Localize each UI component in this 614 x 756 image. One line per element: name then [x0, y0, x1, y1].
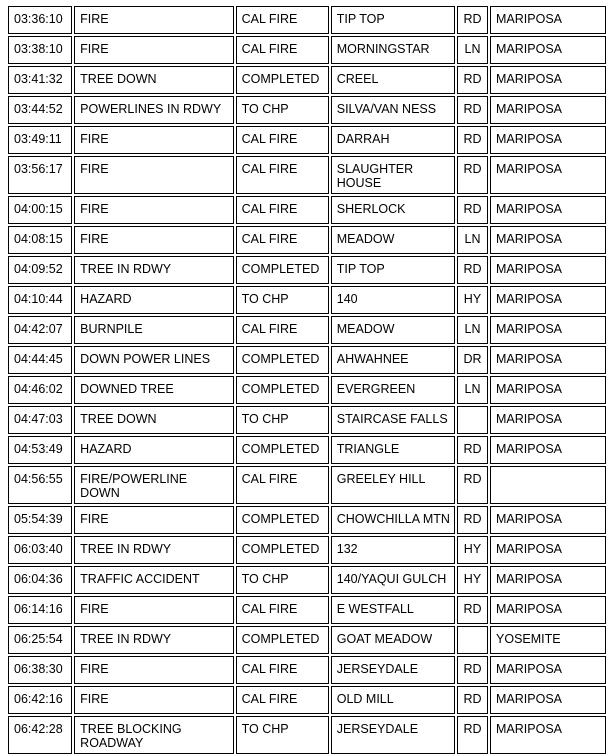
type-cell: BURNPILE	[74, 316, 233, 344]
street-cell: GREELEY HILL	[331, 466, 455, 504]
suffix-cell: LN	[457, 316, 488, 344]
street-cell: 140/YAQUI GULCH	[331, 566, 455, 594]
type-cell: HAZARD	[74, 286, 233, 314]
status-cell: CAL FIRE	[236, 596, 329, 624]
street-cell: 132	[331, 536, 455, 564]
type-cell: HAZARD	[74, 436, 233, 464]
status-cell: COMPLETED	[236, 346, 329, 374]
street-cell: SLAUGHTER HOUSE	[331, 156, 455, 194]
suffix-cell: RD	[457, 126, 488, 154]
time-cell: 04:44:45	[8, 346, 72, 374]
area-cell: MARIPOSA	[490, 346, 606, 374]
table-row	[8, 316, 606, 344]
time-cell: 04:42:07	[8, 316, 72, 344]
table-row	[8, 376, 606, 404]
street-cell: MEADOW	[331, 226, 455, 254]
table-row	[8, 126, 606, 154]
suffix-cell: RD	[457, 596, 488, 624]
status-cell: TO CHP	[236, 716, 329, 754]
street-cell: TIP TOP	[331, 6, 455, 34]
area-cell: MARIPOSA	[490, 196, 606, 224]
street-cell: SHERLOCK	[331, 196, 455, 224]
suffix-cell: RD	[457, 436, 488, 464]
type-cell: FIRE	[74, 596, 233, 624]
suffix-cell: RD	[457, 716, 488, 754]
type-cell: FIRE	[74, 36, 233, 64]
suffix-cell: LN	[457, 376, 488, 404]
area-cell: MARIPOSA	[490, 316, 606, 344]
type-cell: FIRE	[74, 506, 233, 534]
type-cell: TREE IN RDWY	[74, 536, 233, 564]
time-cell: 03:36:10	[8, 6, 72, 34]
table-row	[8, 716, 606, 754]
table-row	[8, 466, 606, 504]
street-cell: GOAT MEADOW	[331, 626, 455, 654]
incident-log-table	[6, 4, 608, 756]
area-cell: MARIPOSA	[490, 36, 606, 64]
street-cell: 140	[331, 286, 455, 314]
type-cell: FIRE	[74, 686, 233, 714]
street-cell: STAIRCASE FALLS	[331, 406, 455, 434]
time-cell: 06:25:54	[8, 626, 72, 654]
area-cell: MARIPOSA	[490, 656, 606, 684]
table-row	[8, 656, 606, 684]
table-row	[8, 596, 606, 624]
status-cell: CAL FIRE	[236, 156, 329, 194]
suffix-cell: RD	[457, 196, 488, 224]
area-cell: MARIPOSA	[490, 436, 606, 464]
type-cell: TREE BLOCKING ROADWAY	[74, 716, 233, 754]
street-cell: CHOWCHILLA MTN	[331, 506, 455, 534]
suffix-cell: RD	[457, 66, 488, 94]
type-cell: TRAFFIC ACCIDENT	[74, 566, 233, 594]
suffix-cell: LN	[457, 226, 488, 254]
status-cell: CAL FIRE	[236, 226, 329, 254]
type-cell: FIRE	[74, 226, 233, 254]
type-cell: FIRE	[74, 126, 233, 154]
status-cell: CAL FIRE	[236, 36, 329, 64]
status-cell: COMPLETED	[236, 376, 329, 404]
status-cell: CAL FIRE	[236, 466, 329, 504]
street-cell: JERSEYDALE	[331, 656, 455, 684]
suffix-cell: HY	[457, 566, 488, 594]
table-row	[8, 6, 606, 34]
status-cell: CAL FIRE	[236, 656, 329, 684]
street-cell: SILVA/VAN NESS	[331, 96, 455, 124]
time-cell: 03:44:52	[8, 96, 72, 124]
table-row	[8, 406, 606, 434]
type-cell: POWERLINES IN RDWY	[74, 96, 233, 124]
table-row	[8, 536, 606, 564]
table-row	[8, 436, 606, 464]
area-cell: MARIPOSA	[490, 596, 606, 624]
time-cell: 04:10:44	[8, 286, 72, 314]
time-cell: 04:09:52	[8, 256, 72, 284]
area-cell: YOSEMITE	[490, 626, 606, 654]
suffix-cell	[457, 626, 488, 654]
area-cell: MARIPOSA	[490, 406, 606, 434]
area-cell: MARIPOSA	[490, 376, 606, 404]
suffix-cell: RD	[457, 656, 488, 684]
area-cell: MARIPOSA	[490, 566, 606, 594]
suffix-cell: HY	[457, 286, 488, 314]
street-cell: TIP TOP	[331, 256, 455, 284]
table-row	[8, 566, 606, 594]
table-row	[8, 96, 606, 124]
status-cell: COMPLETED	[236, 256, 329, 284]
status-cell: COMPLETED	[236, 536, 329, 564]
suffix-cell: RD	[457, 256, 488, 284]
area-cell	[490, 466, 606, 504]
area-cell: MARIPOSA	[490, 6, 606, 34]
suffix-cell: RD	[457, 466, 488, 504]
time-cell: 04:56:55	[8, 466, 72, 504]
table-row	[8, 626, 606, 654]
suffix-cell: DR	[457, 346, 488, 374]
status-cell: TO CHP	[236, 96, 329, 124]
area-cell: MARIPOSA	[490, 126, 606, 154]
status-cell: TO CHP	[236, 566, 329, 594]
type-cell: DOWNED TREE	[74, 376, 233, 404]
area-cell: MARIPOSA	[490, 96, 606, 124]
type-cell: TREE IN RDWY	[74, 626, 233, 654]
street-cell: JERSEYDALE	[331, 716, 455, 754]
time-cell: 05:54:39	[8, 506, 72, 534]
suffix-cell: RD	[457, 686, 488, 714]
status-cell: COMPLETED	[236, 506, 329, 534]
type-cell: TREE IN RDWY	[74, 256, 233, 284]
status-cell: COMPLETED	[236, 626, 329, 654]
suffix-cell	[457, 406, 488, 434]
street-cell: CREEL	[331, 66, 455, 94]
suffix-cell: RD	[457, 506, 488, 534]
street-cell: MEADOW	[331, 316, 455, 344]
type-cell: TREE DOWN	[74, 66, 233, 94]
table-row	[8, 346, 606, 374]
area-cell: MARIPOSA	[490, 156, 606, 194]
street-cell: DARRAH	[331, 126, 455, 154]
status-cell: COMPLETED	[236, 66, 329, 94]
time-cell: 03:56:17	[8, 156, 72, 194]
time-cell: 06:42:28	[8, 716, 72, 754]
area-cell: MARIPOSA	[490, 256, 606, 284]
time-cell: 06:14:16	[8, 596, 72, 624]
type-cell: FIRE	[74, 6, 233, 34]
status-cell: TO CHP	[236, 406, 329, 434]
suffix-cell: LN	[457, 36, 488, 64]
area-cell: MARIPOSA	[490, 226, 606, 254]
time-cell: 04:00:15	[8, 196, 72, 224]
area-cell: MARIPOSA	[490, 716, 606, 754]
type-cell: FIRE	[74, 156, 233, 194]
status-cell: CAL FIRE	[236, 196, 329, 224]
street-cell: AHWAHNEE	[331, 346, 455, 374]
status-cell: COMPLETED	[236, 436, 329, 464]
street-cell: EVERGREEN	[331, 376, 455, 404]
type-cell: FIRE	[74, 656, 233, 684]
time-cell: 03:38:10	[8, 36, 72, 64]
suffix-cell: HY	[457, 536, 488, 564]
time-cell: 04:47:03	[8, 406, 72, 434]
type-cell: DOWN POWER LINES	[74, 346, 233, 374]
suffix-cell: RD	[457, 156, 488, 194]
area-cell: MARIPOSA	[490, 536, 606, 564]
time-cell: 06:38:30	[8, 656, 72, 684]
suffix-cell: RD	[457, 6, 488, 34]
status-cell: TO CHP	[236, 286, 329, 314]
table-row	[8, 156, 606, 194]
street-cell: TRIANGLE	[331, 436, 455, 464]
table-row	[8, 286, 606, 314]
incident-log-body	[8, 6, 606, 754]
street-cell: MORNINGSTAR	[331, 36, 455, 64]
table-row	[8, 686, 606, 714]
status-cell: CAL FIRE	[236, 316, 329, 344]
type-cell: FIRE	[74, 196, 233, 224]
incident-log-page	[6, 4, 608, 756]
table-row	[8, 506, 606, 534]
table-row	[8, 36, 606, 64]
time-cell: 06:03:40	[8, 536, 72, 564]
time-cell: 04:53:49	[8, 436, 72, 464]
table-row	[8, 66, 606, 94]
time-cell: 03:41:32	[8, 66, 72, 94]
area-cell: MARIPOSA	[490, 286, 606, 314]
area-cell: MARIPOSA	[490, 506, 606, 534]
area-cell: MARIPOSA	[490, 686, 606, 714]
type-cell: TREE DOWN	[74, 406, 233, 434]
suffix-cell: RD	[457, 96, 488, 124]
type-cell: FIRE/POWERLINE DOWN	[74, 466, 233, 504]
time-cell: 04:08:15	[8, 226, 72, 254]
table-row	[8, 226, 606, 254]
table-row	[8, 256, 606, 284]
street-cell: E WESTFALL	[331, 596, 455, 624]
status-cell: CAL FIRE	[236, 126, 329, 154]
time-cell: 06:04:36	[8, 566, 72, 594]
status-cell: CAL FIRE	[236, 6, 329, 34]
status-cell: CAL FIRE	[236, 686, 329, 714]
street-cell: OLD MILL	[331, 686, 455, 714]
area-cell: MARIPOSA	[490, 66, 606, 94]
time-cell: 03:49:11	[8, 126, 72, 154]
time-cell: 04:46:02	[8, 376, 72, 404]
table-row	[8, 196, 606, 224]
time-cell: 06:42:16	[8, 686, 72, 714]
